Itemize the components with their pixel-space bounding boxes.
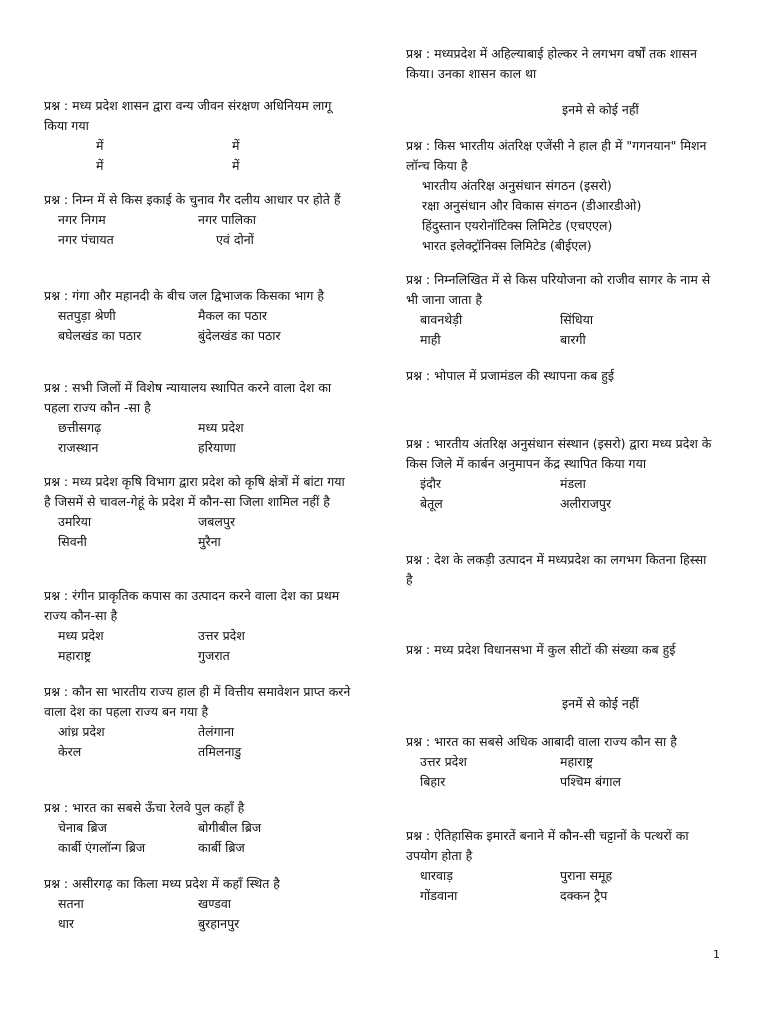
option: में bbox=[96, 138, 104, 153]
question-block bbox=[44, 586, 358, 666]
option: गोंडवाना bbox=[420, 888, 458, 903]
option: छत्तीसगढ़ bbox=[58, 420, 102, 435]
question-block bbox=[406, 550, 716, 590]
question-text: प्रश्न : मध्य प्रदेश कृषि विभाग द्वारा प्रदेश को कृषि क्षेत्रों में बांटा गया है जिसमें से चावल-गेहूं के प्रदेश में कौन-सा जिला शामिल नहीं है bbox=[44, 474, 345, 509]
option: जबलपुर bbox=[198, 514, 236, 529]
question-block bbox=[406, 732, 720, 792]
question-block bbox=[44, 874, 358, 934]
question-text: प्रश्न : मध्य प्रदेश विधानसभा में कुल सीटों की संख्या कब हुई bbox=[406, 642, 676, 657]
question-text: प्रश्न : कौन सा भारतीय राज्य हाल ही में वित्तीय समावेशन प्राप्त करने वाला देश का पहला राज्य बन गया है bbox=[44, 684, 351, 719]
option: बारगी bbox=[560, 332, 586, 347]
option: अलीराजपुर bbox=[560, 496, 612, 511]
question-text: प्रश्न : गंगा और महानदी के बीच जल द्विभाजक किसका भाग है bbox=[44, 288, 325, 303]
option: पुराना समूह bbox=[560, 868, 613, 883]
question-block bbox=[44, 286, 358, 346]
question-block bbox=[406, 640, 716, 660]
options bbox=[406, 474, 720, 514]
option: सिवनी bbox=[58, 534, 87, 549]
option: उत्तर प्रदेश bbox=[198, 628, 245, 643]
option: इंदौर bbox=[420, 476, 442, 491]
option: बघेलखंड का पठार bbox=[58, 328, 142, 343]
question-block bbox=[406, 434, 720, 514]
option: मंडला bbox=[560, 476, 586, 491]
option: केरल bbox=[58, 744, 82, 759]
option: उत्तर प्रदेश bbox=[420, 754, 467, 769]
question-block bbox=[44, 96, 354, 176]
option: मध्य प्रदेश bbox=[198, 420, 244, 435]
option: रक्षा अनुसंधान और विकास संगठन (डीआरडीओ) bbox=[422, 198, 642, 213]
option: माही bbox=[420, 332, 441, 347]
option: गुजरात bbox=[198, 648, 230, 663]
option: बेतूल bbox=[420, 496, 443, 511]
question-text: प्रश्न : सभी जिलों में विशेष न्यायालय स्थापित करने वाला देश का पहला राज्य कौन -सा है bbox=[44, 380, 332, 415]
question-text: प्रश्न : निम्न में से किस इकाई के चुनाव गैर दलीय आधार पर होते हैं bbox=[44, 192, 341, 207]
option: राजस्थान bbox=[58, 440, 99, 455]
question-text: प्रश्न : रंगीन प्राकृतिक कपास का उत्पादन करने वाला देश का प्रथम राज्य कौन-सा है bbox=[44, 588, 340, 623]
question-block bbox=[406, 270, 720, 350]
question-text: प्रश्न : भारत का सबसे अधिक आबादी वाला राज्य कौन सा है bbox=[406, 734, 677, 749]
option: बोगीबील ब्रिज bbox=[198, 820, 262, 835]
question-text: प्रश्न : मध्यप्रदेश में अहिल्याबाई होल्कर ने लगभग वर्षों तक शासन किया। उनका शासन काल था bbox=[406, 46, 697, 81]
option: भारतीय अंतरिक्ष अनुसंधान संगठन (इसरो) bbox=[422, 178, 612, 193]
option: सिंधिया bbox=[560, 312, 594, 327]
option: चेनाब ब्रिज bbox=[58, 820, 107, 835]
question-text: प्रश्न : भोपाल में प्रजामंडल की स्थापना कब हुई bbox=[406, 368, 614, 383]
option: बुंदेलखंड का पठार bbox=[198, 328, 281, 343]
option: हिंदुस्तान एयरोनॉटिक्स लिमिटेड (एचएएल) bbox=[422, 218, 613, 233]
options bbox=[44, 626, 358, 666]
option: मुरैना bbox=[198, 534, 221, 549]
question-block bbox=[406, 366, 716, 386]
option: में bbox=[232, 138, 240, 153]
options bbox=[44, 512, 358, 552]
option: बावनथेड़ी bbox=[420, 312, 463, 327]
option: तमिलनाडु bbox=[198, 744, 242, 759]
option: महाराष्ट्र bbox=[560, 754, 594, 769]
question-block bbox=[406, 826, 720, 906]
question-block bbox=[406, 136, 716, 256]
answer-note: इनमें से कोई नहीं bbox=[562, 696, 639, 711]
option: तेलंगाना bbox=[198, 724, 235, 739]
question-block bbox=[44, 190, 358, 250]
options bbox=[44, 818, 358, 858]
option: सतना bbox=[58, 896, 84, 911]
option: में bbox=[96, 158, 104, 173]
option: नगर पंचायत bbox=[58, 232, 114, 247]
question-text: प्रश्न : भारत का सबसे ऊँचा रेलवे पुल कहाँ है bbox=[44, 800, 245, 815]
question-text: प्रश्न : ऐतिहासिक इमारतें बनाने में कौन-सी चट्टानों के पत्थरों का उपयोग होता है bbox=[406, 828, 689, 863]
option: भारत इलेक्ट्रॉनिक्स लिमिटेड (बीईएल) bbox=[422, 238, 592, 253]
options bbox=[406, 752, 720, 792]
option: धार bbox=[58, 916, 75, 931]
options bbox=[44, 306, 358, 346]
option: कार्बी एंगलॉन्ग ब्रिज bbox=[58, 840, 146, 855]
question-block bbox=[44, 798, 358, 858]
options bbox=[44, 210, 358, 250]
options bbox=[44, 136, 354, 176]
question-block bbox=[44, 378, 358, 458]
option: उमरिया bbox=[58, 514, 92, 529]
options bbox=[406, 176, 716, 256]
option: नगर निगम bbox=[58, 212, 106, 227]
question-block bbox=[44, 682, 358, 762]
question-block bbox=[406, 44, 716, 84]
option: मध्य प्रदेश bbox=[58, 628, 104, 643]
question-text: प्रश्न : असीरगढ़ का किला मध्य प्रदेश में कहाँ स्थित है bbox=[44, 876, 280, 891]
option: धारवाड़ bbox=[420, 868, 453, 883]
question-text: प्रश्न : किस भारतीय अंतरिक्ष एजेंसी ने हाल ही में "गगनयान" मिशन लॉन्च किया है bbox=[406, 138, 707, 173]
option: बुरहानपुर bbox=[198, 916, 240, 931]
question-block bbox=[44, 472, 358, 552]
option: पश्चिम बंगाल bbox=[560, 774, 621, 789]
options bbox=[44, 722, 358, 762]
option: में bbox=[232, 158, 240, 173]
question-text: प्रश्न : देश के लकड़ी उत्पादन में मध्यप्रदेश का लगभग कितना हिस्सा है bbox=[406, 552, 707, 587]
option: आंध्र प्रदेश bbox=[58, 724, 105, 739]
option: दक्कन ट्रैप bbox=[560, 888, 608, 903]
options bbox=[406, 866, 720, 906]
question-text: प्रश्न : भारतीय अंतरिक्ष अनुसंधान संस्थान (इसरो) द्वारा मध्य प्रदेश के किस जिले में कार्बन अनुमापन केंद्र स्थापित किया गया bbox=[406, 436, 712, 471]
option: मैकल का पठार bbox=[198, 308, 268, 323]
option: एवं दोनों bbox=[216, 232, 254, 247]
option: कार्बी ब्रिज bbox=[198, 840, 245, 855]
answer-note: इनमे से कोई नहीं bbox=[562, 102, 639, 117]
option: बिहार bbox=[420, 774, 446, 789]
option: हरियाणा bbox=[198, 440, 236, 455]
option: नगर पालिका bbox=[198, 212, 256, 227]
options bbox=[44, 894, 358, 934]
question-text: प्रश्न : निम्नलिखित में से किस परियोजना को राजीव सागर के नाम से भी जाना जाता है bbox=[406, 272, 711, 307]
question-text: प्रश्न : मध्य प्रदेश शासन द्वारा वन्य जीवन संरक्षण अधिनियम लागू किया गया bbox=[44, 98, 332, 133]
option: खण्डवा bbox=[198, 896, 232, 911]
option: सतपुड़ा श्रेणी bbox=[58, 308, 116, 323]
options bbox=[406, 310, 720, 350]
page-number: 1 bbox=[713, 948, 720, 961]
options bbox=[44, 418, 358, 458]
option: महाराष्ट्र bbox=[58, 648, 92, 663]
